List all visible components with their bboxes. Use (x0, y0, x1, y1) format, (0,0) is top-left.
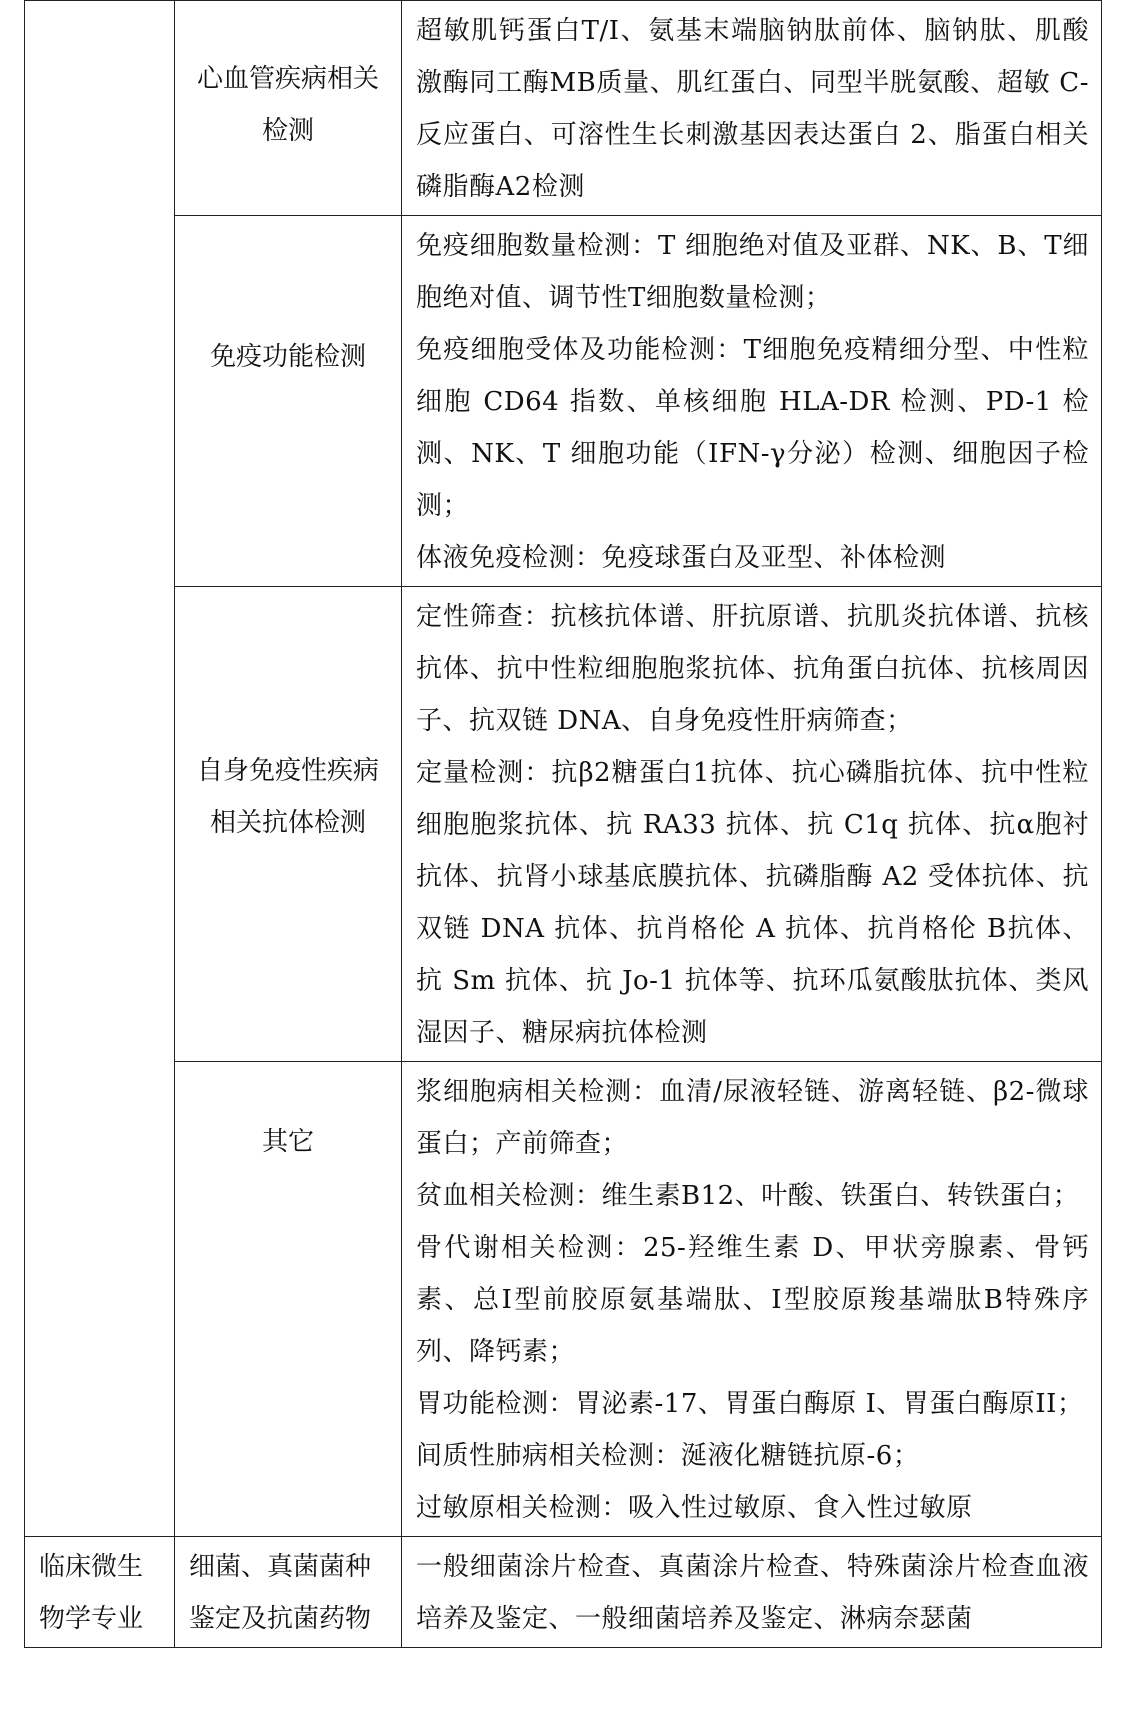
test-items-table (24, 0, 1102, 1648)
items-text (402, 1537, 1101, 1647)
item-line: 骨代谢相关检测：25-羟维生素 D、甲状旁腺素、骨钙素、总Ⅰ型前胶原氨基端肽、Ⅰ型胶原羧基端肽B特殊序列、降钙素； (416, 1233, 1089, 1367)
major-cell (25, 1537, 175, 1648)
category-label: 免疫功能检测 (209, 342, 366, 372)
items-text (402, 1, 1101, 215)
items-text (402, 587, 1101, 1061)
item-line: 免疫细胞受体及功能检测：T细胞免疫精细分型、中性粒细胞 CD64 指数、单核细胞 HLA-DR 检测、PD-1 检测、NK、T 细胞功能（IFN-γ分泌）检测、细胞因子检测； (416, 335, 1089, 521)
item-line: 浆细胞病相关检测：血清/尿液轻链、游离轻链、β2-微球蛋白；产前筛查； (416, 1077, 1089, 1159)
major-label: 临床微生物学专业 (39, 1552, 144, 1634)
category-label: 心血管疾病相关检测 (196, 64, 379, 146)
category-cell (175, 1, 402, 216)
item-line: 超敏肌钙蛋白T/I、氨基末端脑钠肽前体、脑钠肽、肌酸激酶同工酶MB质量、肌红蛋白、同型半胱氨酸、超敏 C-反应蛋白、可溶性生长刺激基因表达蛋白 2、脂蛋白相关磷脂酶A2检测 (416, 16, 1089, 202)
category-label: 细菌、真菌菌种鉴定及抗菌药物 (189, 1552, 372, 1634)
item-line: 免疫细胞数量检测：T 细胞绝对值及亚群、NK、B、T细胞绝对值、调节性T细胞数量检测； (416, 231, 1089, 313)
item-line: 贫血相关检测：维生素B12、叶酸、铁蛋白、转铁蛋白； (416, 1181, 1080, 1211)
item-line: 过敏原相关检测：吸入性过敏原、食入性过敏原 (416, 1493, 973, 1523)
category-cell (175, 216, 402, 587)
item-line: 体液免疫检测：免疫球蛋白及亚型、补体检测 (416, 543, 947, 573)
items-cell (402, 1, 1102, 216)
item-line: 定性筛查：抗核抗体谱、肝抗原谱、抗肌炎抗体谱、抗核抗体、抗中性粒细胞胞浆抗体、抗角蛋白抗体、抗核周因子、抗双链 DNA、自身免疫性肝病筛查； (416, 602, 1089, 736)
items-text (402, 1062, 1101, 1536)
table-row (25, 1, 1102, 216)
category-label: 其它 (261, 1127, 314, 1157)
item-line: 间质性肺病相关检测：涎液化糖链抗原-6； (416, 1441, 920, 1471)
major-cell-empty (25, 1, 175, 1537)
table-row (25, 1537, 1102, 1648)
items-cell (402, 587, 1102, 1062)
table-row (25, 216, 1102, 587)
item-line: 一般细菌涂片检查、真菌涂片检查、特殊菌涂片检查血液培养及鉴定、一般细菌培养及鉴定、淋病奈瑟菌 (416, 1552, 1089, 1634)
items-cell (402, 216, 1102, 587)
items-text (402, 216, 1101, 586)
items-cell (402, 1537, 1102, 1648)
category-cell (175, 1537, 402, 1648)
table-row (25, 587, 1102, 1062)
items-cell (402, 1062, 1102, 1537)
category-cell (175, 587, 402, 1062)
category-cell (175, 1062, 402, 1537)
table-row (25, 1062, 1102, 1537)
category-label: 自身免疫性疾病相关抗体检测 (196, 756, 379, 838)
item-line: 定量检测：抗β2糖蛋白1抗体、抗心磷脂抗体、抗中性粒细胞胞浆抗体、抗 RA33 抗体、抗 C1q 抗体、抗α胞衬抗体、抗肾小球基底膜抗体、抗磷脂酶 A2 受体抗体、抗双链 DNA 抗体、抗肖格伦 A 抗体、抗肖格伦 B抗体、抗 Sm 抗体、抗 Jo-1 抗体等、抗环瓜氨酸肽抗体、类风湿因子、糖尿病抗体检测 (416, 758, 1089, 1048)
item-line: 胃功能检测：胃泌素-17、胃蛋白酶原 I、胃蛋白酶原II； (416, 1389, 1084, 1419)
